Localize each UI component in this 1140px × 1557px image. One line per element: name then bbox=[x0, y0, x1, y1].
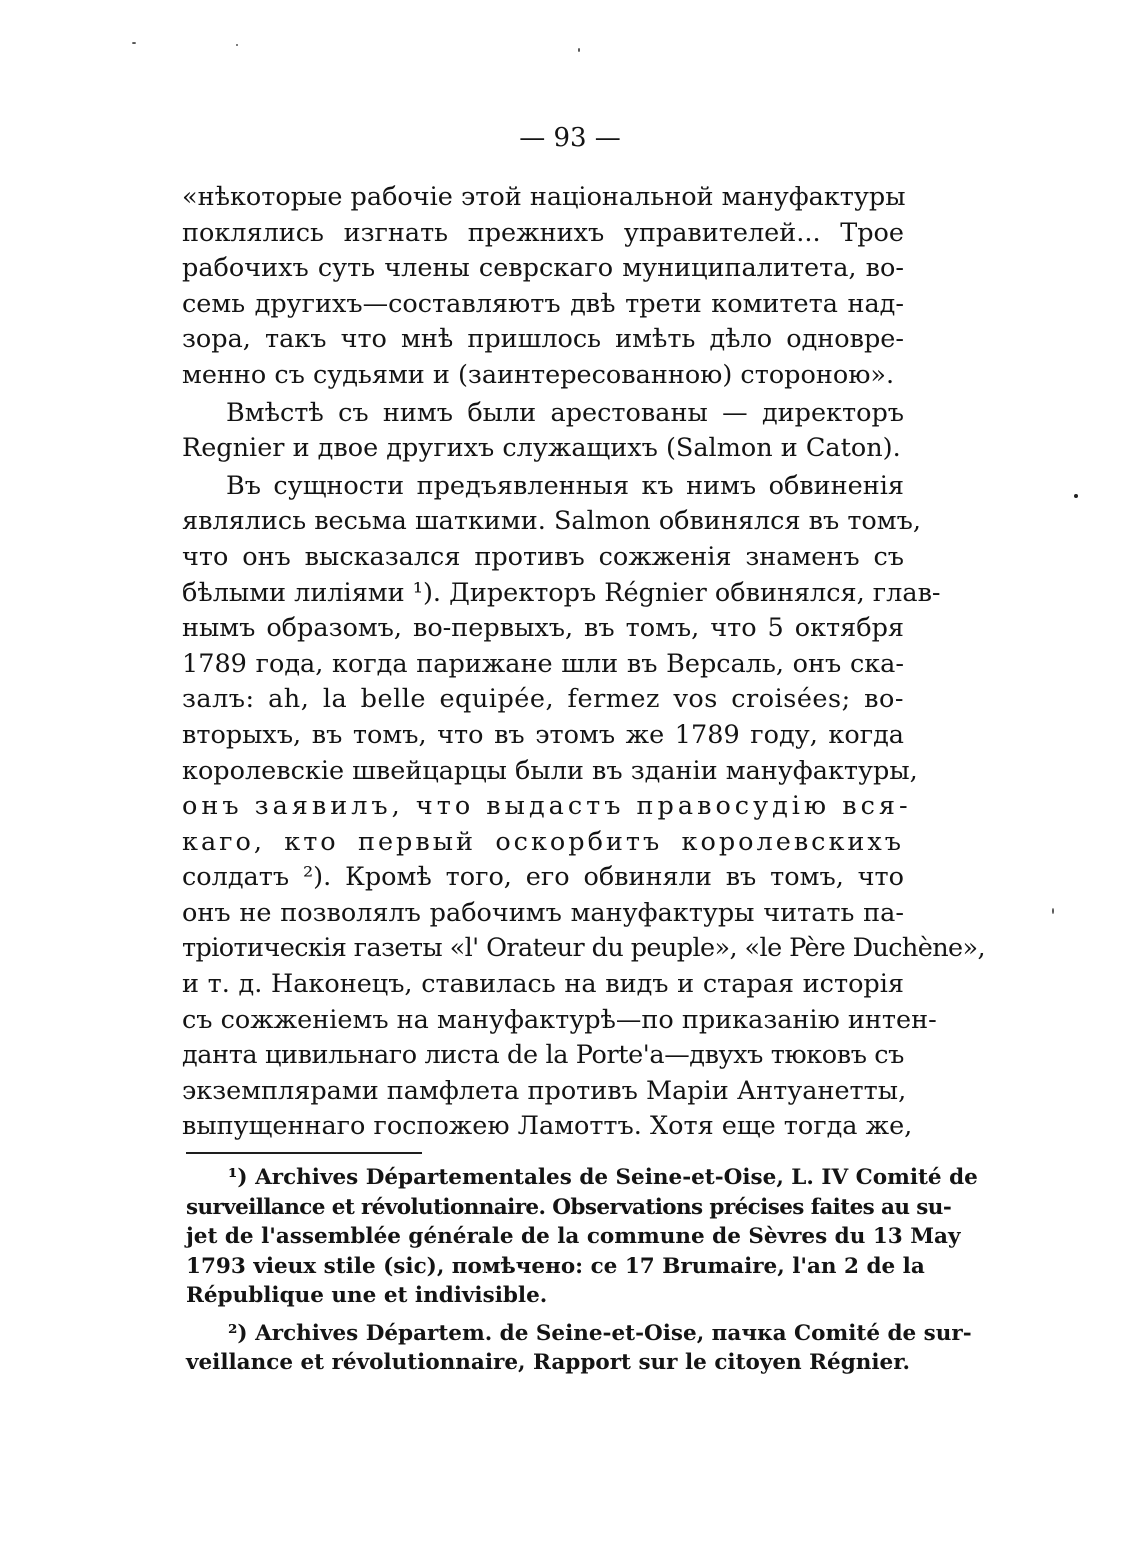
text-line: солдатъ ²). Кромѣ того, его обвиняли въ томъ, что bbox=[182, 862, 904, 893]
footnote-rule bbox=[186, 1152, 422, 1154]
text-line: что онъ высказался противъ сожженія знаменъ съ bbox=[182, 541, 904, 572]
text-line: онъ заявилъ, что выдастъ правосудію вся- bbox=[182, 791, 912, 822]
text-line: 1789 года, когда парижане шли въ Версаль, онъ ска- bbox=[182, 648, 904, 679]
text-line: каго, кто первый оскорбитъ королевскихъ bbox=[182, 826, 904, 857]
scan-speck bbox=[1074, 494, 1078, 498]
text-line: залъ: ah, la belle equipée, fermez vos croisées; во- bbox=[182, 684, 904, 715]
body-text bbox=[182, 180, 986, 1145]
scan-speck bbox=[236, 44, 238, 46]
text-line: Вмѣстѣ съ нимъ были арестованы — директоръ bbox=[226, 397, 904, 428]
footnote-line: surveillance et révolutionnaire. Observations précises faites au su- bbox=[186, 1194, 952, 1220]
text-line: бѣлыми лиліями ¹). Директоръ Régnier обвинялся, глав- bbox=[182, 577, 941, 608]
text-line: Regnier и двое другихъ служащихъ (Salmon и Caton). bbox=[182, 433, 901, 464]
text-line: нымъ образомъ, во-первыхъ, въ томъ, что 5 октября bbox=[182, 613, 904, 644]
text-line: экземплярами памфлета противъ Маріи Антуанетты, bbox=[182, 1075, 907, 1106]
text-line: «нѣкоторые рабочіе этой національной мануфактуры bbox=[182, 182, 906, 212]
text-line: королевскіе швейцарцы были въ зданіи мануфактуры, bbox=[182, 755, 918, 786]
footnote-line: veillance et révolutionnaire, Rapport sur le citoyen Régnier. bbox=[186, 1350, 911, 1375]
footnote-line: ¹) Archives Départementales de Seine-et-Oise, L. IV Comité de bbox=[228, 1165, 978, 1190]
text-line: вторыхъ, въ томъ, что въ этомъ же 1789 году, когда bbox=[182, 719, 904, 750]
scan-speck bbox=[132, 42, 136, 44]
text-line: семь другихъ—составляютъ двѣ трети комитета над- bbox=[182, 288, 904, 319]
footnote-line: République une et indivisible. bbox=[186, 1283, 548, 1308]
text-line: Въ сущности предъявленныя къ нимъ обвиненія bbox=[226, 470, 904, 501]
text-line: рабочихъ суть члены севрскаго муниципалитета, во- bbox=[182, 253, 904, 284]
text-line: данта цивильнаго листа de la Porte'a—двухъ тюковъ съ bbox=[182, 1040, 904, 1071]
text-line: зора, такъ что мнѣ пришлось имѣть дѣло одновре- bbox=[182, 324, 904, 355]
text-line: онъ не позволялъ рабочимъ мануфактуры читать па- bbox=[182, 897, 904, 928]
scan-speck bbox=[578, 48, 580, 52]
text-line: менно съ судьями и (заинтересованною) стороною». bbox=[182, 359, 895, 390]
text-line: выпущеннаго госпожею Ламоттъ. Хотя еще тогда же, bbox=[182, 1111, 913, 1142]
text-line: поклялись изгнать прежнихъ управителей... Трое bbox=[182, 217, 904, 248]
footnotes bbox=[186, 1163, 978, 1378]
text-line: и т. д. Наконецъ, ставилась на видъ и старая исторія bbox=[182, 969, 904, 1000]
scan-speck bbox=[1052, 908, 1054, 914]
text-line: съ сожженіемъ на мануфактурѣ—по приказанію интен- bbox=[182, 1004, 937, 1035]
page-number: — 93 — bbox=[519, 123, 621, 153]
footnote-line: jet de l'assemblée générale de la commune de Sèvres du 13 May bbox=[186, 1224, 961, 1249]
text-line: тріотическія газеты «l' Orateur du peuple», «le Père Duchène», bbox=[182, 933, 986, 964]
footnote-line: 1793 vieux stile (sic), помѣчено: ce 17 Brumaire, l'an 2 de la bbox=[186, 1253, 925, 1279]
footnote-line: ²) Archives Départem. de Seine-et-Oise, пачка Comité de sur- bbox=[228, 1320, 972, 1346]
text-line: являлись весьма шаткими. Salmon обвинялся въ томъ, bbox=[182, 506, 921, 537]
